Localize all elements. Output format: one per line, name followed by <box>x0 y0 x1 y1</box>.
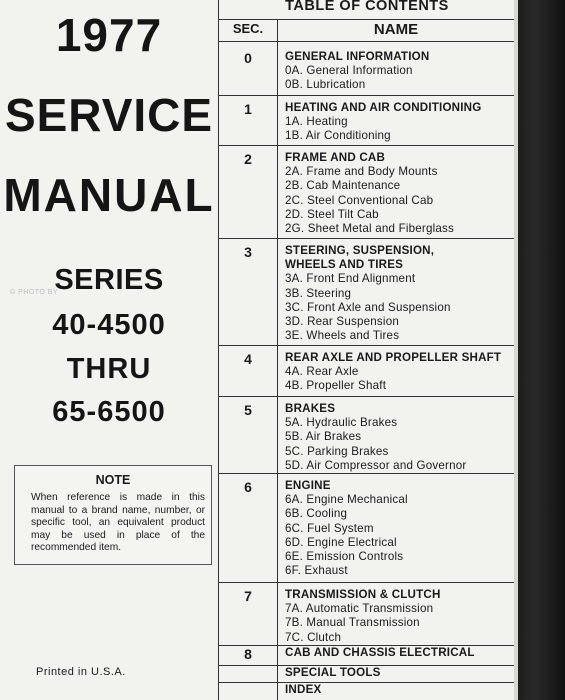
toc-header-name: NAME <box>373 21 419 38</box>
toc-divider <box>219 145 515 146</box>
toc-header-sec: SEC. <box>232 21 264 36</box>
toc-divider <box>219 582 515 583</box>
cover-series-thru: THRU <box>66 353 152 385</box>
toc-section-title: INDEX <box>285 683 322 696</box>
toc-section-number: 5 <box>244 402 252 418</box>
toc-subsection: 6B. Cooling <box>285 507 348 521</box>
toc-divider <box>219 645 515 646</box>
toc-subsection: 2A. Frame and Body Mounts <box>285 165 438 179</box>
toc-subsection: 0B. Lubrication <box>285 78 366 92</box>
toc-section-number: 7 <box>244 588 252 604</box>
toc-section-title: BRAKES <box>285 402 336 415</box>
toc-subsection: 7C. Clutch <box>285 630 342 644</box>
toc-section-title: SPECIAL TOOLS <box>285 666 381 679</box>
note-title: NOTE <box>95 473 131 487</box>
toc-subsection: 3D. Rear Suspension <box>285 315 400 328</box>
cover-panel <box>0 0 218 700</box>
toc-subsection: 1B. Air Conditioning <box>285 129 391 143</box>
cover-title-manual: MANUAL <box>3 169 215 221</box>
toc-divider <box>219 41 515 42</box>
toc-subsection: 2B. Cab Maintenance <box>285 179 401 193</box>
cover-year: 1977 <box>55 9 163 61</box>
toc-subsection: 6E. Emission Controls <box>285 550 404 563</box>
cover-series-end: 65-6500 <box>52 396 166 428</box>
toc-subsection: 3B. Steering <box>285 286 352 300</box>
toc-subsection: 5D. Air Compressor and Governor <box>285 458 467 472</box>
toc-subsection: 3C. Front Axle and Suspension <box>285 300 451 314</box>
toc-subsection: 3E. Wheels and Tires <box>285 329 400 343</box>
toc-section-title: GENERAL INFORMATION <box>285 50 430 63</box>
toc-divider <box>219 19 515 20</box>
toc-subsection: 7A. Automatic Transmission <box>285 602 434 616</box>
toc-divider <box>219 95 515 96</box>
toc-subsection: 6F. Exhaust <box>285 564 348 578</box>
toc-divider <box>219 665 515 666</box>
toc-divider <box>219 682 515 683</box>
toc-section-title: TRANSMISSION & CLUTCH <box>285 588 441 601</box>
binding-edge <box>514 0 565 700</box>
toc-subsection: 5C. Parking Brakes <box>285 444 389 458</box>
toc-section-title: CAB AND CHASSIS ELECTRICAL <box>285 646 475 659</box>
toc-section-number: 8 <box>244 646 252 662</box>
toc-subsection: 6C. Fuel System <box>285 521 374 535</box>
toc-section-title: ENGINE <box>285 479 331 492</box>
toc-subsection: 2G. Sheet Metal and Fiberglass <box>285 222 455 235</box>
cover-title-service: SERVICE <box>4 89 214 141</box>
note-text: When reference is made in this manual to a brand name, number, or specific tool, an equivalent product may be used in place of the recommended item. <box>31 492 205 553</box>
toc-section-title: FRAME AND CAB <box>285 151 386 164</box>
toc-section-number: 4 <box>244 351 252 367</box>
note-box <box>14 465 212 565</box>
toc-subsection: 4B. Propeller Shaft <box>285 379 387 393</box>
toc-subsection: 1A. Heating <box>285 115 348 129</box>
toc-section-number: 1 <box>244 101 252 117</box>
toc-section-number: 6 <box>244 479 252 495</box>
toc-section-title: WHEELS AND TIRES <box>285 258 404 272</box>
toc-divider <box>219 238 515 239</box>
toc-title: TABLE OF CONTENTS <box>285 0 449 14</box>
toc-section-title: REAR AXLE AND PROPELLER SHAFT <box>285 351 502 364</box>
toc-subsection: 3A. Front End Alignment <box>285 272 416 286</box>
toc-subsection: 4A. Rear Axle <box>285 365 359 379</box>
toc-section-number: 2 <box>244 151 252 167</box>
toc-divider <box>219 473 515 474</box>
printed-in-label: Printed in U.S.A. <box>36 666 126 678</box>
toc-subsection: 5A. Hydraulic Brakes <box>285 416 398 430</box>
toc-section-title: HEATING AND AIR CONDITIONING <box>285 101 482 114</box>
toc-subsection: 5B. Air Brakes <box>285 430 362 444</box>
toc-subsection: 2C. Steel Conventional Cab <box>285 193 434 207</box>
photo-watermark: © PHOTO BY <box>10 289 59 296</box>
toc-subsection: 7B. Manual Transmission <box>285 616 420 630</box>
cover-series-start: 40-4500 <box>52 309 166 341</box>
toc-section-number: 0 <box>244 50 252 66</box>
toc-subsection: 2D. Steel Tilt Cab <box>285 207 379 221</box>
toc-section-number: 3 <box>244 244 252 260</box>
cover-series-label: SERIES <box>54 264 164 296</box>
toc-section-title: STEERING, SUSPENSION, <box>285 244 435 257</box>
toc-subsection: 6A. Engine Mechanical <box>285 493 408 507</box>
toc-column-divider <box>277 19 278 700</box>
toc-subsection: 0A. General Information <box>285 64 413 78</box>
toc-divider <box>219 345 515 346</box>
table-of-contents <box>218 0 515 700</box>
toc-subsection: 6D. Engine Electrical <box>285 535 397 549</box>
toc-divider <box>219 396 515 397</box>
